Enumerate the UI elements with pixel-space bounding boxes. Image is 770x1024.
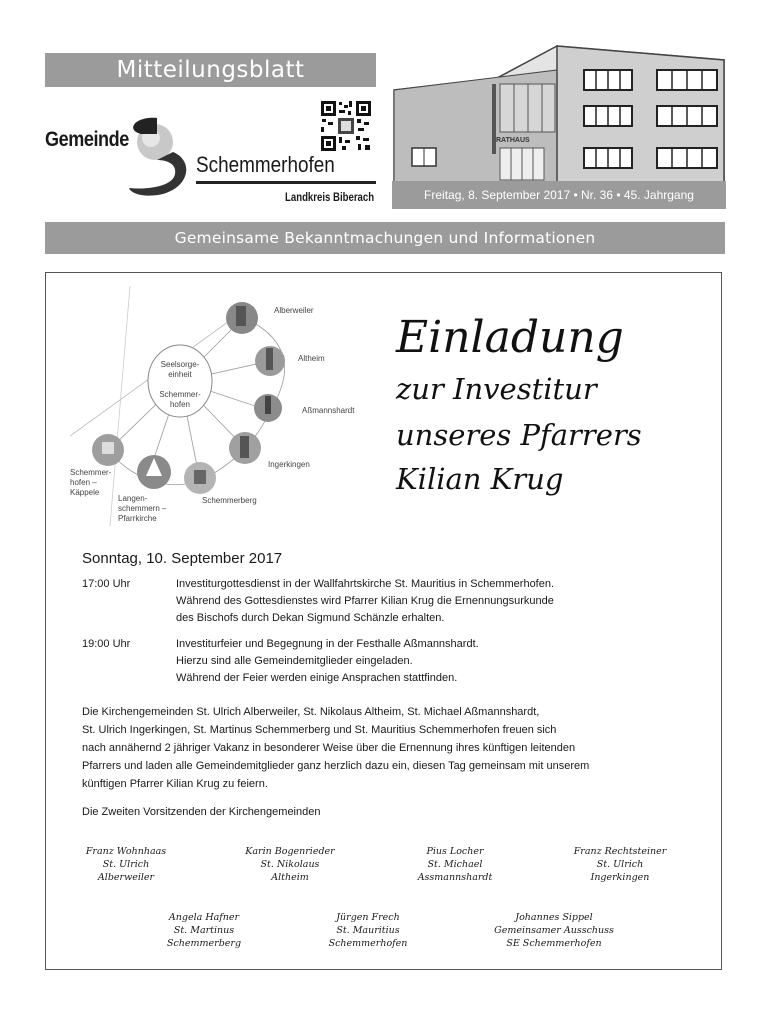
label-langen-3: Pfarrkirche (118, 514, 157, 523)
invitation-line-2: unseres Pfarrers (396, 418, 642, 452)
schedule-2-line-1: Investiturfeier und Begegnung in der Festhalle Aßmannshardt. (176, 638, 479, 650)
issue-info: Freitag, 8. September 2017 • Nr. 36 • 45. Jahrgang (392, 181, 726, 209)
schedule-1-line-3: des Bischofs durch Dekan Sigmund Schänzle erhalten. (176, 612, 445, 624)
signatory: Pius Locher St. Michael Assmannshardt (417, 846, 493, 883)
qr-code-icon (320, 100, 372, 152)
logo-text-name: Schemmerhofen (196, 152, 335, 177)
schedule-time-2: 19:00 Uhr (82, 638, 131, 650)
signatory: Angela Hafner St. Martinus Schemmerberg (166, 912, 242, 949)
paragraph-line-3: nach annähernd 2 jähriger Vakanz in besonderer Weise über die Ernennung ihres künftigen leitenden (82, 742, 576, 754)
church-photo-altheim (255, 346, 285, 376)
church-photo-ingerkingen (229, 432, 261, 464)
church-photo-alberweiler (226, 302, 258, 334)
church-photo-assmannshardt (254, 394, 282, 422)
signatory: Karin Bogenrieder St. Nikolaus Altheim (245, 846, 335, 883)
signatory: Johannes Sippel Gemeinsamer Ausschuss SE Schemmerhofen (494, 912, 614, 949)
signatories-intro: Die Zweiten Vorsitzenden der Kirchengemeinden (82, 806, 321, 818)
schedule-2-line-3: Während der Feier werden einige Ansprachen stattfinden. (176, 672, 458, 684)
church-photo-schemmerberg (184, 462, 216, 494)
center-label-1: Seelsorge- (160, 360, 200, 369)
paragraph-line-5: künftigen Pfarrer Kilian Krug zu feiern. (82, 778, 268, 790)
section-title: Gemeinsame Bekanntmachungen und Informationen (45, 222, 725, 254)
center-label-2: einheit (168, 370, 192, 379)
logo-divider (196, 181, 376, 184)
schedule-time-1: 17:00 Uhr (82, 578, 131, 590)
label-altheim: Altheim (298, 354, 325, 363)
invitation-line-3: Kilian Krug (396, 462, 564, 496)
label-kaeppele-2: hofen – (70, 478, 97, 487)
paragraph-line-1: Die Kirchengemeinden St. Ulrich Alberweiler, St. Nikolaus Altheim, St. Michael Aßmannshardt, (82, 706, 540, 718)
invitation-title: Einladung (396, 312, 624, 363)
label-langen-1: Langen- (118, 494, 148, 503)
town-hall-illustration (392, 44, 726, 184)
rathaus-sign: RATHAUS (496, 137, 530, 144)
church-photo-langenschemmern (137, 455, 171, 489)
signatory: Jürgen Frech St. Mauritius Schemmerhofen (328, 912, 408, 949)
newsletter-title: Mitteilungsblatt (45, 53, 376, 87)
signatory: Franz Wohnhaas St. Ulrich Alberweiler (85, 846, 167, 883)
label-assmannshardt: Aßmannshardt (302, 406, 355, 415)
label-ingerkingen: Ingerkingen (268, 460, 310, 469)
paragraph-line-2: St. Ulrich Ingerkingen, St. Martinus Schemmerberg und St. Mauritius Schemmerhofen freuen sich (82, 724, 557, 736)
schedule-text-1 (176, 576, 676, 627)
invitation-line-1: zur Investitur (396, 372, 597, 406)
label-kaeppele-3: Käppele (70, 488, 100, 497)
label-kaeppele-1: Schemmer- (70, 468, 112, 477)
label-schemmerberg: Schemmerberg (202, 496, 257, 505)
center-label-4: hofen (169, 400, 191, 409)
label-alberweiler: Alberweiler (274, 306, 314, 315)
schedule-text-2 (176, 636, 676, 687)
center-label-3: Schemmer- (159, 390, 201, 399)
church-photo-kaeppele (92, 434, 124, 466)
schedule-2-line-2: Hierzu sind alle Gemeindemitglieder eingeladen. (176, 655, 413, 667)
event-date: Sonntag, 10. September 2017 (82, 550, 283, 567)
schedule-1-line-1: Investiturgottesdienst in der Wallfahrtskirche St. Mauritius in Schemmerhofen. (176, 578, 555, 590)
invitation-paragraph (82, 703, 642, 793)
schedule-1-line-2: Während des Gottesdienstes wird Pfarrer Kilian Krug die Ernennungsurkunde (176, 595, 554, 607)
paragraph-line-4: Pfarrers und laden alle Gemeindemitglieder ganz herzlich dazu ein, diesen Tag gemeinsam mit unserem (82, 760, 590, 772)
parish-diagram (70, 286, 380, 526)
signatory: Franz Rechtsteiner St. Ulrich Ingerkingen (573, 846, 667, 883)
label-langen-2: schemmern – (118, 504, 167, 513)
logo-text-gemeinde: Gemeinde (45, 128, 129, 151)
district-label: Landkreis Biberach (285, 190, 375, 204)
